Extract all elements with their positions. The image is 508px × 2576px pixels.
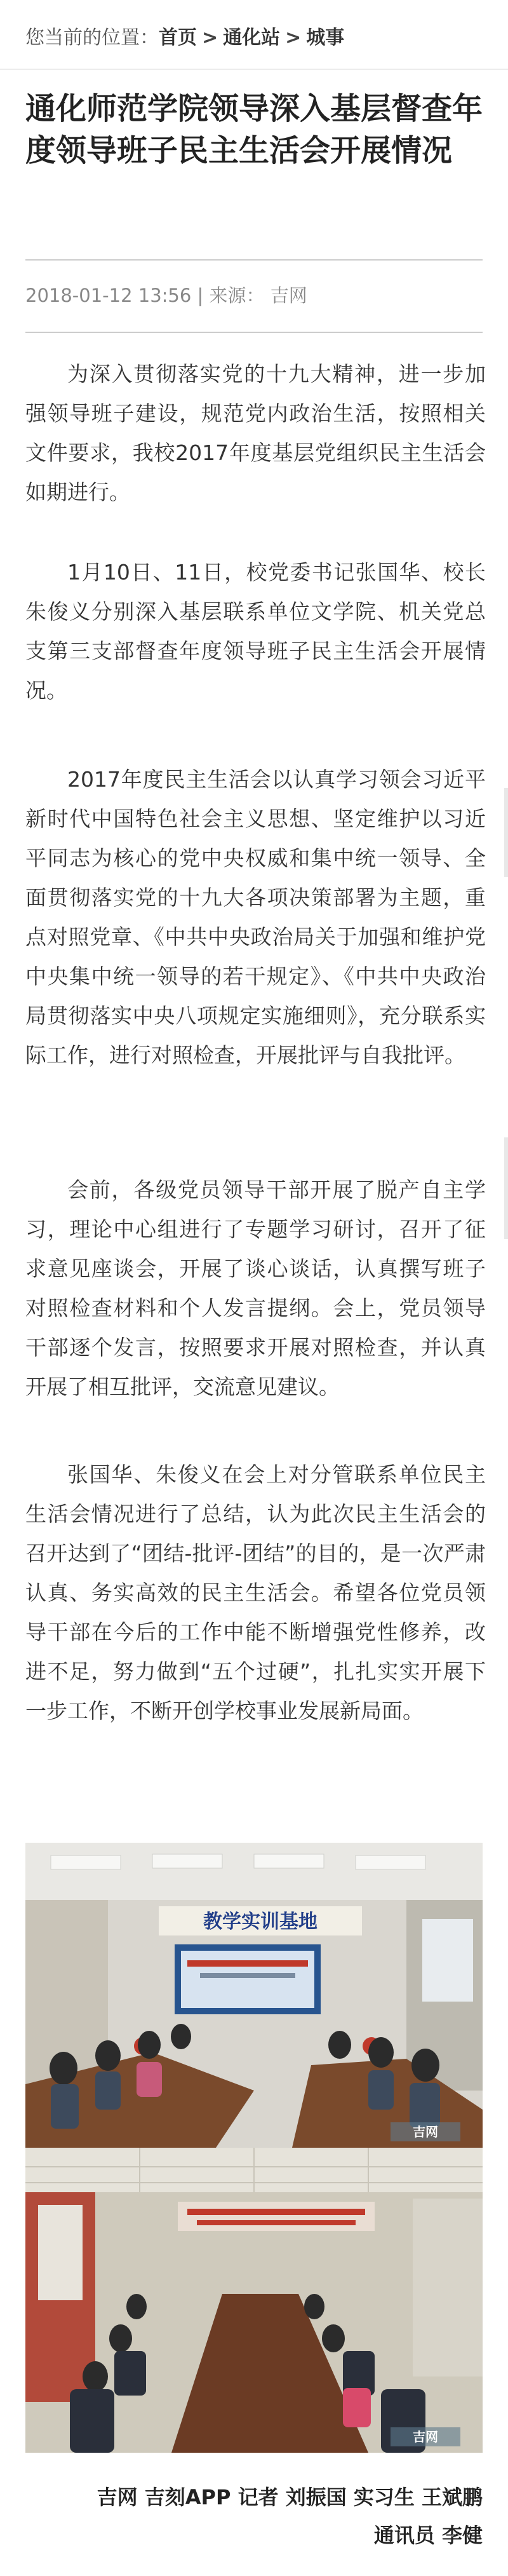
caption-line-reporters: 吉网 吉刻APP 记者 刘振国 实习生 王斌鹏	[97, 2485, 483, 2509]
meta-divider	[25, 332, 483, 333]
photo-watermark: 吉网	[413, 2124, 438, 2139]
breadcrumb-link-tonghua[interactable]: 通化站	[223, 27, 281, 49]
scroll-edge	[504, 1137, 508, 1239]
paragraph-before-meeting: 会前，各级党员领导干部开展了脱产自主学习，理论中心组进行了专题学习研讨，召开了征求意见座谈会，开展了谈心谈话，认真撰写班子对照检查材料和个人发言提纲。会上，党员领导干部逐个发言，按照要求开展对照检查，并认真开展了相互批评，交流意见建议。	[25, 1177, 486, 1399]
meeting-photo-1-image	[25, 1843, 483, 2148]
scroll-edge	[504, 788, 508, 877]
caption-line-correspondent: 通讯员 李健	[373, 2523, 483, 2547]
breadcrumb-lead: 您当前的位置：	[25, 27, 159, 49]
article-meta	[25, 280, 307, 311]
meeting-photo-2	[25, 2148, 483, 2453]
title-divider	[25, 259, 483, 261]
article-title: 通化师范学院领导深入基层督查年度领导班子民主生活会开展情况	[25, 91, 483, 168]
meeting-photo-2-image	[25, 2148, 483, 2453]
breadcrumb-separator: >	[285, 27, 302, 49]
paragraph-inspection: 1月10日、11日，校党委书记张国华、校长朱俊义分别深入基层联系单位文学院、机关党总支第三支部督查年度领导班子民主生活会开展情况。	[25, 560, 486, 703]
photo-watermark: 吉网	[413, 2429, 438, 2444]
breadcrumb-separator: >	[202, 27, 218, 49]
breadcrumb	[25, 19, 344, 57]
paragraph-theme: 2017年度民主生活会以认真学习领会习近平新时代中国特色社会主义思想、坚定维护以习近平同志为核心的党中央权威和集中统一领导、全面贯彻落实党的十九大各项决策部署为主题，重点对照党章、《中共中央政治局关于加强和维护党中央集中统一领导的若干规定》、《中共中央政治局贯彻落实中央八项规定实施细则》，充分联系实际工作，进行对照检查，开展批评与自我批评。	[25, 767, 486, 1068]
breadcrumb-link-home[interactable]: 首页	[159, 27, 197, 49]
meeting-photo-1	[25, 1843, 483, 2148]
photo-banner-text: 教学实训基地	[203, 1911, 318, 1933]
photo-caption	[25, 2478, 483, 2554]
header-divider	[0, 69, 508, 70]
breadcrumb-link-city[interactable]: 城事	[306, 27, 345, 49]
publish-date: 2018-01-12 13:56	[25, 285, 192, 306]
meta-separator: |	[197, 285, 204, 306]
paragraph-summary: 张国华、朱俊义在会上对分管联系单位民主生活会情况进行了总结，认为此次民主生活会的召开达到了“团结-批评-团结”的目的，是一次严肃认真、务实高效的民主生活会。希望各位党员领导干部在今后的工作中能不断增强党性修养，改进不足，努力做到“五个过硬”，扎扎实实开展下一步工作，不断开创学校事业发展新局面。	[25, 1462, 486, 1723]
article-source: 来源： 吉网	[209, 285, 307, 306]
paragraph-intro: 为深入贯彻落实党的十九大精神，进一步加强领导班子建设，规范党内政治生活，按照相关文件要求，我校2017年度基层党组织民主生活会如期进行。	[25, 362, 486, 505]
